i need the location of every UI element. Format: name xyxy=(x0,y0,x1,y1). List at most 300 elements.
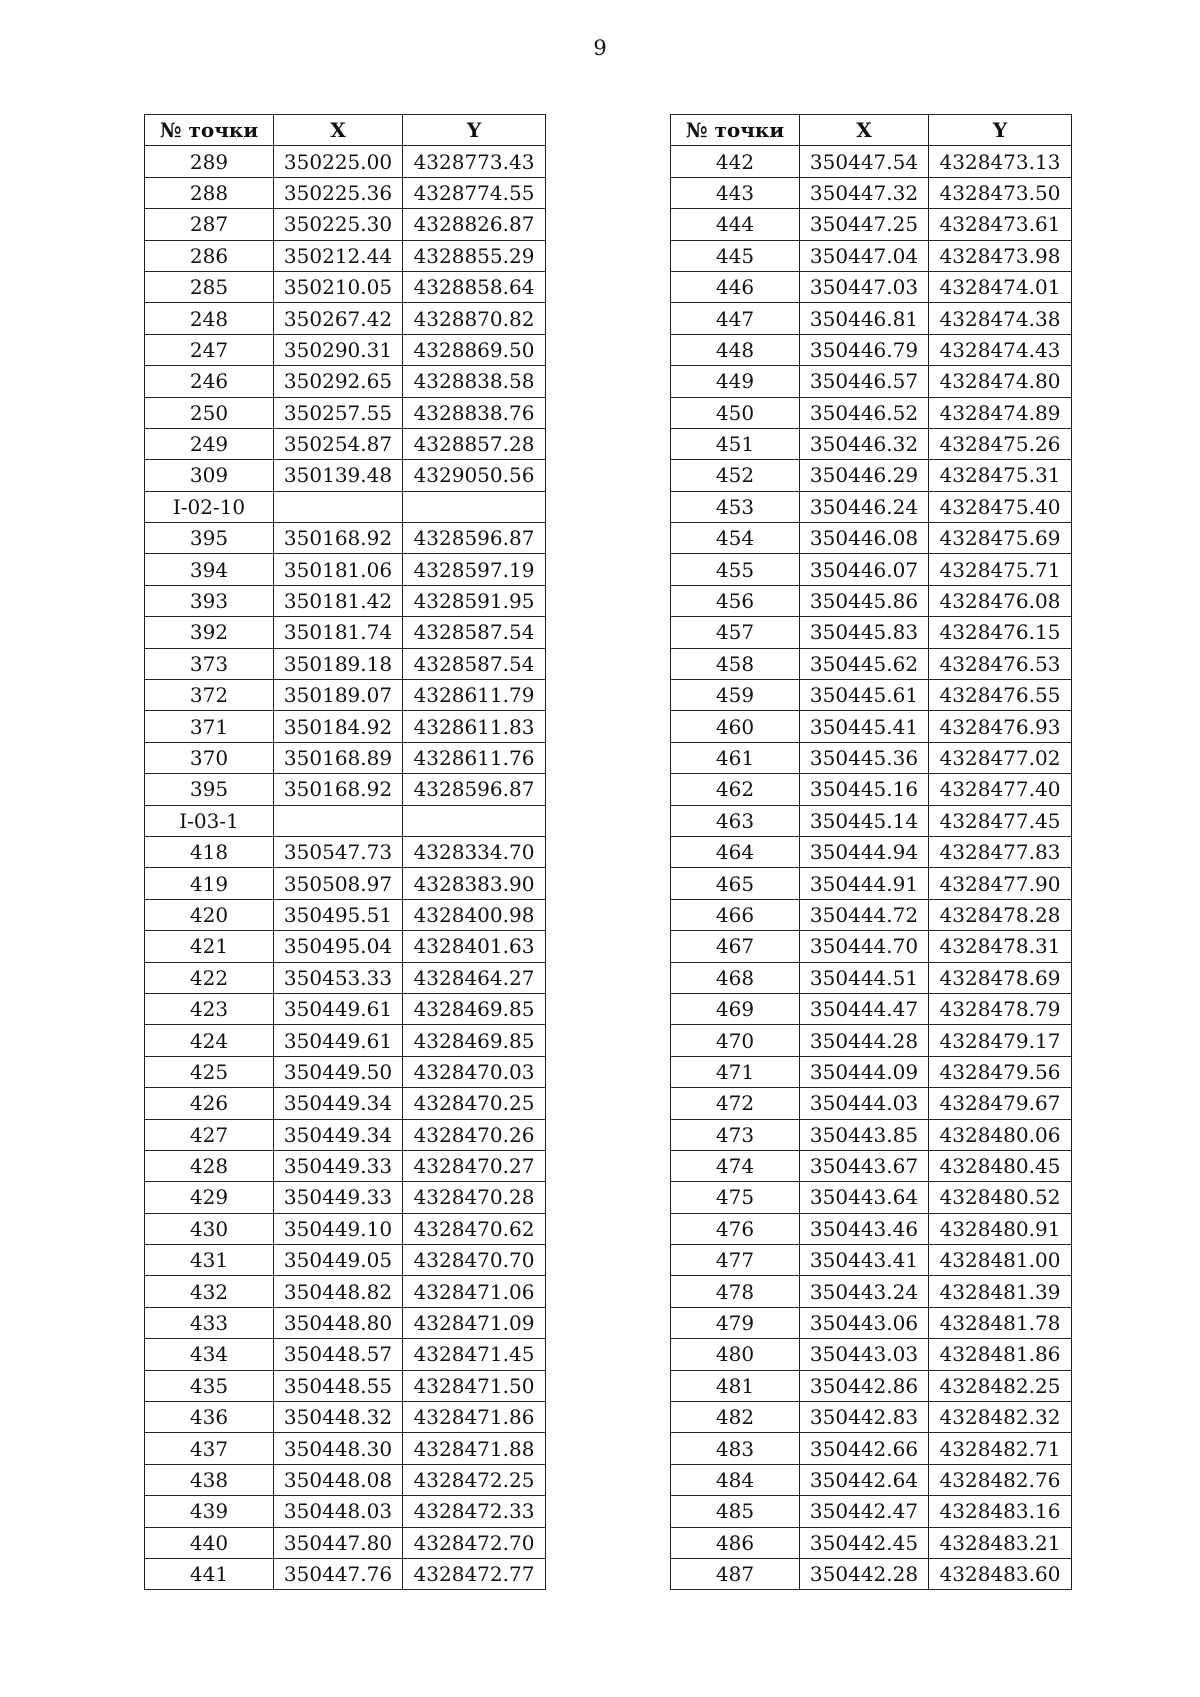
y-cell: 4328471.09 xyxy=(403,1307,546,1338)
y-cell: 4328596.87 xyxy=(403,523,546,554)
y-cell: 4328469.85 xyxy=(403,993,546,1024)
y-cell: 4328473.61 xyxy=(929,209,1072,240)
table-row xyxy=(671,993,1072,1024)
x-cell: 350446.52 xyxy=(800,397,929,428)
y-cell: 4328480.52 xyxy=(929,1182,1072,1213)
table-row xyxy=(671,397,1072,428)
x-cell: 350447.04 xyxy=(800,240,929,271)
y-cell: 4328587.54 xyxy=(403,648,546,679)
point-number-cell: 427 xyxy=(145,1119,274,1150)
point-number-cell: 454 xyxy=(671,523,800,554)
table-row xyxy=(145,366,546,397)
point-number-cell: 475 xyxy=(671,1182,800,1213)
point-number-cell: 469 xyxy=(671,993,800,1024)
x-cell: 350447.76 xyxy=(274,1558,403,1589)
point-number-cell: 471 xyxy=(671,1056,800,1087)
x-cell: 350449.50 xyxy=(274,1056,403,1087)
y-cell: 4328611.83 xyxy=(403,711,546,742)
point-number-cell: 465 xyxy=(671,868,800,899)
table-row xyxy=(671,334,1072,365)
header-x: X xyxy=(274,115,403,146)
y-cell: 4328476.08 xyxy=(929,585,1072,616)
y-cell: 4328470.27 xyxy=(403,1150,546,1181)
point-number-cell: 456 xyxy=(671,585,800,616)
table-row xyxy=(145,523,546,554)
x-cell: 350442.66 xyxy=(800,1433,929,1464)
x-cell: 350445.16 xyxy=(800,774,929,805)
table-row xyxy=(145,209,546,240)
x-cell: 350442.86 xyxy=(800,1370,929,1401)
y-cell: 4328587.54 xyxy=(403,617,546,648)
point-number-cell: 453 xyxy=(671,491,800,522)
point-number-cell: 285 xyxy=(145,271,274,302)
x-cell: 350449.05 xyxy=(274,1245,403,1276)
x-cell: 350443.06 xyxy=(800,1307,929,1338)
y-cell: 4328591.95 xyxy=(403,585,546,616)
table-row xyxy=(671,899,1072,930)
x-cell: 350184.92 xyxy=(274,711,403,742)
point-number-cell: 286 xyxy=(145,240,274,271)
table-row xyxy=(145,177,546,208)
point-number-cell: 392 xyxy=(145,617,274,648)
table-row xyxy=(671,805,1072,836)
point-number-cell: 452 xyxy=(671,460,800,491)
table-row xyxy=(145,805,546,836)
x-cell: 350449.61 xyxy=(274,993,403,1024)
x-cell: 350448.08 xyxy=(274,1464,403,1495)
table-row xyxy=(671,868,1072,899)
point-number-cell: 439 xyxy=(145,1496,274,1527)
x-cell: 350444.51 xyxy=(800,962,929,993)
table-row xyxy=(145,1464,546,1495)
table-row xyxy=(145,1213,546,1244)
x-cell: 350444.03 xyxy=(800,1088,929,1119)
table-row xyxy=(145,899,546,930)
point-number-cell: 451 xyxy=(671,428,800,459)
table-row xyxy=(671,1527,1072,1558)
x-cell: 350225.00 xyxy=(274,146,403,177)
table-row xyxy=(145,240,546,271)
point-number-cell: 481 xyxy=(671,1370,800,1401)
point-number-cell: 287 xyxy=(145,209,274,240)
y-cell: 4328481.00 xyxy=(929,1245,1072,1276)
x-cell: 350442.45 xyxy=(800,1527,929,1558)
header-point-number: № точки xyxy=(145,115,274,146)
point-number-cell: 462 xyxy=(671,774,800,805)
y-cell: 4328611.79 xyxy=(403,680,546,711)
x-cell: 350189.18 xyxy=(274,648,403,679)
y-cell: 4328482.25 xyxy=(929,1370,1072,1401)
y-cell: 4328470.62 xyxy=(403,1213,546,1244)
x-cell: 350225.36 xyxy=(274,177,403,208)
y-cell: 4328480.45 xyxy=(929,1150,1072,1181)
y-cell: 4328483.60 xyxy=(929,1558,1072,1589)
table-row xyxy=(671,680,1072,711)
x-cell: 350257.55 xyxy=(274,397,403,428)
y-cell xyxy=(403,805,546,836)
table-row xyxy=(145,617,546,648)
x-cell: 350449.10 xyxy=(274,1213,403,1244)
x-cell: 350181.74 xyxy=(274,617,403,648)
x-cell: 350442.28 xyxy=(800,1558,929,1589)
x-cell: 350547.73 xyxy=(274,836,403,867)
point-number-cell: 435 xyxy=(145,1370,274,1401)
point-number-cell: 460 xyxy=(671,711,800,742)
x-cell: 350447.54 xyxy=(800,146,929,177)
point-number-cell: 474 xyxy=(671,1150,800,1181)
y-cell: 4328474.80 xyxy=(929,366,1072,397)
table-row xyxy=(671,1119,1072,1150)
point-number-cell: I-02-10 xyxy=(145,491,274,522)
x-cell: 350449.33 xyxy=(274,1182,403,1213)
point-number-cell: 373 xyxy=(145,648,274,679)
table-row xyxy=(671,836,1072,867)
table-row xyxy=(671,1025,1072,1056)
table-row xyxy=(145,1307,546,1338)
y-cell: 4328482.76 xyxy=(929,1464,1072,1495)
x-cell: 350447.32 xyxy=(800,177,929,208)
y-cell: 4328472.77 xyxy=(403,1558,546,1589)
point-number-cell: I-03-1 xyxy=(145,805,274,836)
x-cell: 350448.03 xyxy=(274,1496,403,1527)
coordinates-table-right xyxy=(670,114,1072,1590)
point-number-cell: 486 xyxy=(671,1527,800,1558)
header-point-number: № точки xyxy=(671,115,800,146)
x-cell: 350168.92 xyxy=(274,523,403,554)
point-number-cell: 246 xyxy=(145,366,274,397)
x-cell: 350443.24 xyxy=(800,1276,929,1307)
x-cell: 350448.80 xyxy=(274,1307,403,1338)
point-number-cell: 470 xyxy=(671,1025,800,1056)
x-cell: 350254.87 xyxy=(274,428,403,459)
table-row xyxy=(145,1496,546,1527)
header-y: Y xyxy=(403,115,546,146)
x-cell: 350448.55 xyxy=(274,1370,403,1401)
table-row xyxy=(671,177,1072,208)
x-cell: 350225.30 xyxy=(274,209,403,240)
x-cell: 350446.07 xyxy=(800,554,929,585)
y-cell: 4328479.17 xyxy=(929,1025,1072,1056)
table-row xyxy=(145,868,546,899)
point-number-cell: 464 xyxy=(671,836,800,867)
point-number-cell: 432 xyxy=(145,1276,274,1307)
point-number-cell: 372 xyxy=(145,680,274,711)
x-cell: 350444.94 xyxy=(800,836,929,867)
y-cell: 4328400.98 xyxy=(403,899,546,930)
y-cell: 4328334.70 xyxy=(403,836,546,867)
x-cell: 350443.67 xyxy=(800,1150,929,1181)
y-cell: 4328597.19 xyxy=(403,554,546,585)
point-number-cell: 446 xyxy=(671,271,800,302)
point-number-cell: 422 xyxy=(145,962,274,993)
point-number-cell: 247 xyxy=(145,334,274,365)
point-number-cell: 457 xyxy=(671,617,800,648)
x-cell: 350444.09 xyxy=(800,1056,929,1087)
point-number-cell: 421 xyxy=(145,931,274,962)
x-cell: 350444.70 xyxy=(800,931,929,962)
y-cell: 4328473.50 xyxy=(929,177,1072,208)
x-cell: 350447.03 xyxy=(800,271,929,302)
x-cell: 350444.47 xyxy=(800,993,929,1024)
table-row xyxy=(145,993,546,1024)
point-number-cell: 450 xyxy=(671,397,800,428)
table-row xyxy=(671,1150,1072,1181)
table-row xyxy=(671,931,1072,962)
x-cell: 350449.34 xyxy=(274,1088,403,1119)
y-cell: 4328472.70 xyxy=(403,1527,546,1558)
point-number-cell: 248 xyxy=(145,303,274,334)
point-number-cell: 418 xyxy=(145,836,274,867)
table-row xyxy=(145,146,546,177)
x-cell: 350446.79 xyxy=(800,334,929,365)
header-x: X xyxy=(800,115,929,146)
x-cell: 350448.32 xyxy=(274,1402,403,1433)
table-row xyxy=(145,1402,546,1433)
x-cell: 350448.57 xyxy=(274,1339,403,1370)
table-row xyxy=(671,240,1072,271)
point-number-cell: 370 xyxy=(145,742,274,773)
x-cell: 350442.47 xyxy=(800,1496,929,1527)
y-cell: 4328471.45 xyxy=(403,1339,546,1370)
x-cell: 350443.46 xyxy=(800,1213,929,1244)
y-cell: 4328475.31 xyxy=(929,460,1072,491)
table-row xyxy=(145,1182,546,1213)
table-row xyxy=(671,1056,1072,1087)
table-row xyxy=(145,1276,546,1307)
point-number-cell: 485 xyxy=(671,1496,800,1527)
table-row xyxy=(145,836,546,867)
point-number-cell: 419 xyxy=(145,868,274,899)
y-cell: 4328838.76 xyxy=(403,397,546,428)
table-row xyxy=(145,585,546,616)
table-row xyxy=(671,617,1072,648)
table-row xyxy=(145,554,546,585)
x-cell: 350446.24 xyxy=(800,491,929,522)
x-cell: 350168.92 xyxy=(274,774,403,805)
point-number-cell: 459 xyxy=(671,680,800,711)
point-number-cell: 433 xyxy=(145,1307,274,1338)
y-cell xyxy=(403,491,546,522)
point-number-cell: 447 xyxy=(671,303,800,334)
table-row xyxy=(671,554,1072,585)
point-number-cell: 480 xyxy=(671,1339,800,1370)
point-number-cell: 468 xyxy=(671,962,800,993)
table-row xyxy=(671,1276,1072,1307)
table-row xyxy=(671,1245,1072,1276)
point-number-cell: 426 xyxy=(145,1088,274,1119)
y-cell: 4328857.28 xyxy=(403,428,546,459)
y-cell: 4328481.86 xyxy=(929,1339,1072,1370)
table-row xyxy=(671,271,1072,302)
y-cell: 4328476.53 xyxy=(929,648,1072,679)
point-number-cell: 483 xyxy=(671,1433,800,1464)
y-cell: 4328475.26 xyxy=(929,428,1072,459)
point-number-cell: 458 xyxy=(671,648,800,679)
point-number-cell: 473 xyxy=(671,1119,800,1150)
y-cell: 4328469.85 xyxy=(403,1025,546,1056)
x-cell: 350445.61 xyxy=(800,680,929,711)
x-cell: 350449.34 xyxy=(274,1119,403,1150)
x-cell: 350445.14 xyxy=(800,805,929,836)
y-cell: 4328470.28 xyxy=(403,1182,546,1213)
y-cell: 4328477.45 xyxy=(929,805,1072,836)
y-cell: 4328773.43 xyxy=(403,146,546,177)
table-row xyxy=(145,428,546,459)
x-cell: 350446.81 xyxy=(800,303,929,334)
table-row xyxy=(671,962,1072,993)
y-cell: 4328479.67 xyxy=(929,1088,1072,1119)
x-cell: 350267.42 xyxy=(274,303,403,334)
x-cell: 350445.41 xyxy=(800,711,929,742)
y-cell: 4328826.87 xyxy=(403,209,546,240)
table-row xyxy=(145,742,546,773)
x-cell: 350445.36 xyxy=(800,742,929,773)
table-row xyxy=(145,1119,546,1150)
table-row xyxy=(671,1370,1072,1401)
point-number-cell: 455 xyxy=(671,554,800,585)
y-cell: 4328482.71 xyxy=(929,1433,1072,1464)
y-cell: 4328476.93 xyxy=(929,711,1072,742)
table-row xyxy=(671,146,1072,177)
x-cell: 350445.83 xyxy=(800,617,929,648)
x-cell: 350189.07 xyxy=(274,680,403,711)
page-number: 9 xyxy=(593,36,607,60)
x-cell: 350447.25 xyxy=(800,209,929,240)
table-row xyxy=(145,680,546,711)
x-cell: 350442.83 xyxy=(800,1402,929,1433)
y-cell: 4328478.79 xyxy=(929,993,1072,1024)
point-number-cell: 288 xyxy=(145,177,274,208)
y-cell: 4328471.88 xyxy=(403,1433,546,1464)
x-cell: 350445.62 xyxy=(800,648,929,679)
point-number-cell: 477 xyxy=(671,1245,800,1276)
point-number-cell: 463 xyxy=(671,805,800,836)
x-cell: 350449.33 xyxy=(274,1150,403,1181)
point-number-cell: 482 xyxy=(671,1402,800,1433)
table-row xyxy=(145,1088,546,1119)
table-row xyxy=(671,209,1072,240)
y-cell: 4328477.02 xyxy=(929,742,1072,773)
y-cell: 4328470.26 xyxy=(403,1119,546,1150)
table-row xyxy=(671,1182,1072,1213)
point-number-cell: 428 xyxy=(145,1150,274,1181)
point-number-cell: 434 xyxy=(145,1339,274,1370)
y-cell: 4328483.21 xyxy=(929,1527,1072,1558)
x-cell: 350446.57 xyxy=(800,366,929,397)
y-cell: 4328401.63 xyxy=(403,931,546,962)
y-cell: 4328480.06 xyxy=(929,1119,1072,1150)
table-row xyxy=(671,1402,1072,1433)
point-number-cell: 441 xyxy=(145,1558,274,1589)
table-row xyxy=(145,1339,546,1370)
point-number-cell: 289 xyxy=(145,146,274,177)
x-cell: 350453.33 xyxy=(274,962,403,993)
point-number-cell: 484 xyxy=(671,1464,800,1495)
table-row xyxy=(671,585,1072,616)
y-cell: 4328481.39 xyxy=(929,1276,1072,1307)
table-row xyxy=(671,1088,1072,1119)
y-cell: 4328869.50 xyxy=(403,334,546,365)
x-cell: 350181.06 xyxy=(274,554,403,585)
point-number-cell: 461 xyxy=(671,742,800,773)
point-number-cell: 430 xyxy=(145,1213,274,1244)
header-y: Y xyxy=(929,115,1072,146)
y-cell: 4328474.01 xyxy=(929,271,1072,302)
x-cell: 350444.28 xyxy=(800,1025,929,1056)
table-row xyxy=(145,648,546,679)
y-cell: 4328481.78 xyxy=(929,1307,1072,1338)
x-cell xyxy=(274,491,403,522)
x-cell: 350447.80 xyxy=(274,1527,403,1558)
table-row xyxy=(145,1025,546,1056)
y-cell: 4328383.90 xyxy=(403,868,546,899)
table-row xyxy=(145,1245,546,1276)
x-cell: 350443.03 xyxy=(800,1339,929,1370)
point-number-cell: 478 xyxy=(671,1276,800,1307)
y-cell: 4328474.38 xyxy=(929,303,1072,334)
y-cell: 4328473.13 xyxy=(929,146,1072,177)
point-number-cell: 487 xyxy=(671,1558,800,1589)
y-cell: 4328482.32 xyxy=(929,1402,1072,1433)
x-cell: 350495.51 xyxy=(274,899,403,930)
table-row xyxy=(145,711,546,742)
y-cell: 4328478.69 xyxy=(929,962,1072,993)
y-cell: 4328477.83 xyxy=(929,836,1072,867)
table-row xyxy=(145,303,546,334)
y-cell: 4328475.40 xyxy=(929,491,1072,522)
x-cell: 350444.72 xyxy=(800,899,929,930)
point-number-cell: 425 xyxy=(145,1056,274,1087)
table-row xyxy=(671,523,1072,554)
y-cell: 4328479.56 xyxy=(929,1056,1072,1087)
y-cell: 4328476.55 xyxy=(929,680,1072,711)
x-cell: 350446.32 xyxy=(800,428,929,459)
table-header-row xyxy=(145,115,546,146)
point-number-cell: 423 xyxy=(145,993,274,1024)
table-row xyxy=(145,962,546,993)
table-row xyxy=(145,1056,546,1087)
table-row xyxy=(671,711,1072,742)
table-row xyxy=(671,742,1072,773)
table-row xyxy=(145,397,546,428)
y-cell: 4328478.31 xyxy=(929,931,1072,962)
y-cell: 4328838.58 xyxy=(403,366,546,397)
x-cell: 350212.44 xyxy=(274,240,403,271)
table-row xyxy=(145,1433,546,1464)
x-cell: 350290.31 xyxy=(274,334,403,365)
point-number-cell: 437 xyxy=(145,1433,274,1464)
point-number-cell: 429 xyxy=(145,1182,274,1213)
x-cell: 350445.86 xyxy=(800,585,929,616)
point-number-cell: 395 xyxy=(145,774,274,805)
y-cell: 4329050.56 xyxy=(403,460,546,491)
point-number-cell: 438 xyxy=(145,1464,274,1495)
y-cell: 4328611.76 xyxy=(403,742,546,773)
point-number-cell: 448 xyxy=(671,334,800,365)
y-cell: 4328774.55 xyxy=(403,177,546,208)
y-cell: 4328477.40 xyxy=(929,774,1072,805)
table-row xyxy=(671,1433,1072,1464)
point-number-cell: 249 xyxy=(145,428,274,459)
table-row xyxy=(671,366,1072,397)
table-row xyxy=(671,1464,1072,1495)
y-cell: 4328476.15 xyxy=(929,617,1072,648)
x-cell: 350443.41 xyxy=(800,1245,929,1276)
y-cell: 4328870.82 xyxy=(403,303,546,334)
y-cell: 4328478.28 xyxy=(929,899,1072,930)
table-row xyxy=(671,1213,1072,1244)
point-number-cell: 444 xyxy=(671,209,800,240)
